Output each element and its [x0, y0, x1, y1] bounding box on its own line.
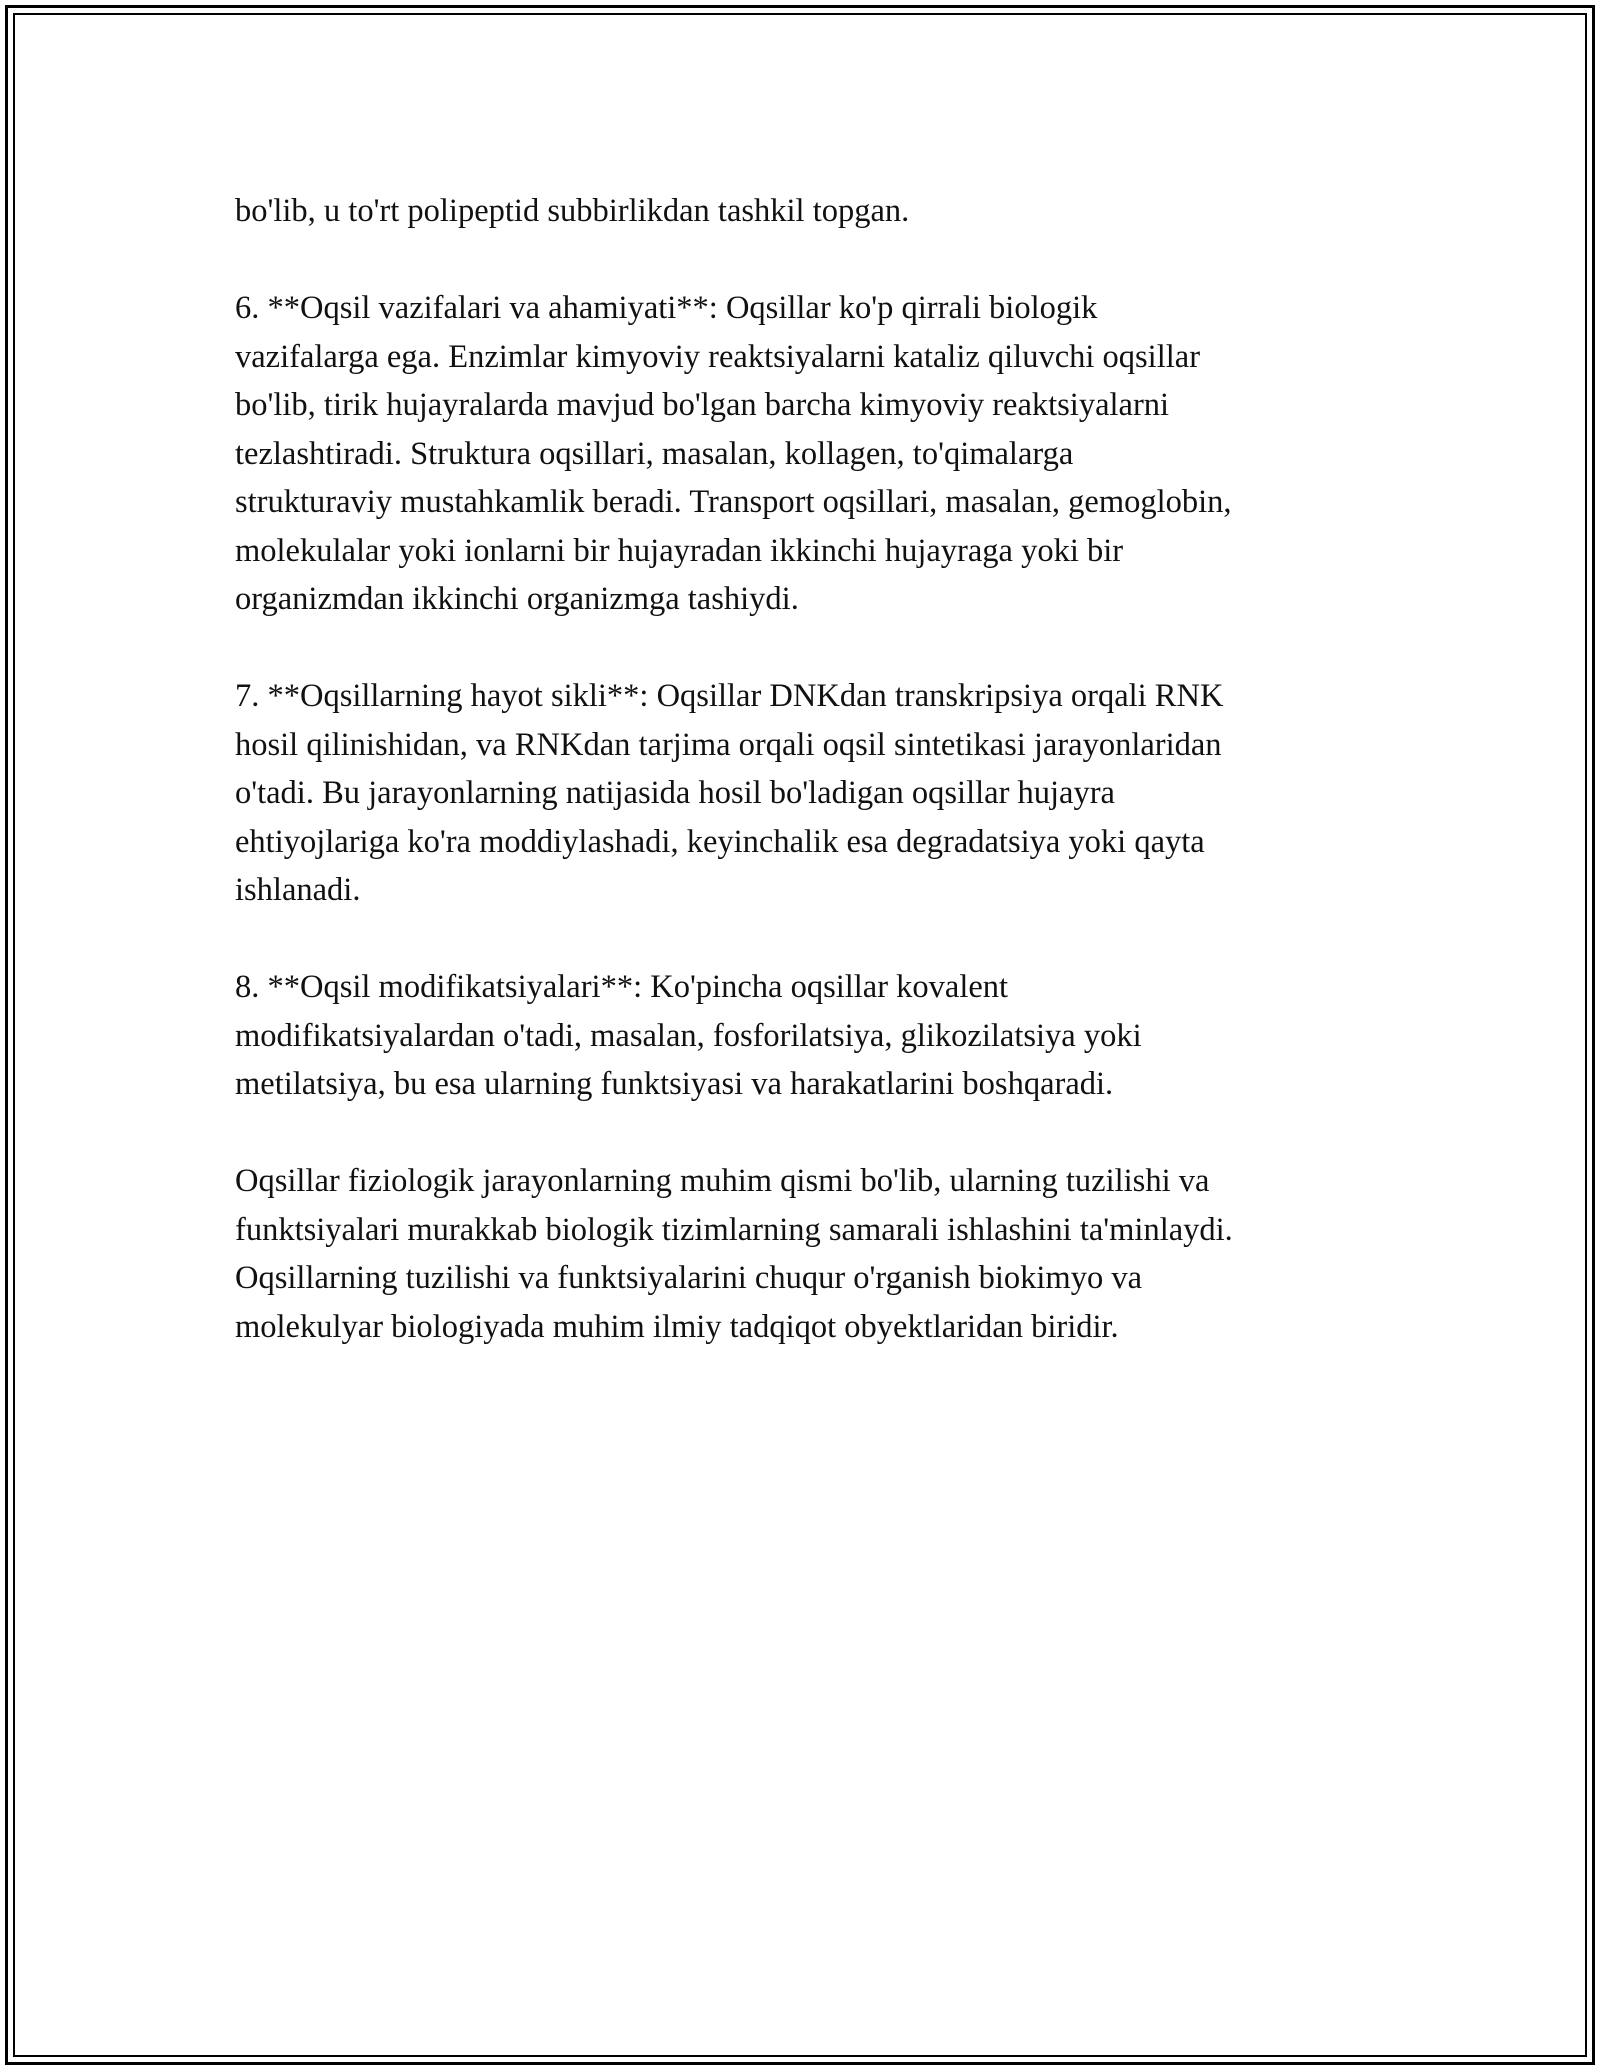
- text-line: metilatsiya, bu esa ularning funktsiyasi va harakatlarini boshqaradi.: [235, 1066, 1114, 1102]
- paragraph-modifikatsiyalar: [235, 963, 1385, 1109]
- text-line: bo'lib, tirik hujayralarda mavjud bo'lgan barcha kimyoviy reaktsiyalarni: [235, 387, 1170, 423]
- text-line: tezlashtiradi. Struktura oqsillari, masalan, kollagen, to'qimalarga: [235, 435, 1074, 472]
- text-line: Oqsillarning tuzilishi va funktsiyalarini chuqur o'rganish biokimyo va: [235, 1260, 1143, 1296]
- text-line: strukturaviy mustahkamlik beradi. Transport oqsillari, masalan, gemoglobin,: [235, 484, 1232, 520]
- text-line: 8. **Oqsil modifikatsiyalari**: Ko'pincha oqsillar kovalent: [235, 969, 1009, 1005]
- paragraph-hayot-sikli: [235, 672, 1385, 915]
- text-line: molekulalar yoki ionlarni bir hujayradan ikkinchi hujayraga yoki bir: [235, 532, 1124, 569]
- text-line: o'tadi. Bu jarayonlarning natijasida hosil bo'ladigan oqsillar hujayra: [235, 775, 1115, 811]
- text-line: modifikatsiyalardan o'tadi, masalan, fosforilatsiya, glikozilatsiya yoki: [235, 1017, 1142, 1054]
- paragraph-conclusion: [235, 1157, 1385, 1351]
- text-line: bo'lib, u to'rt polipeptid subbirlikdan tashkil topgan.: [235, 193, 910, 229]
- text-line: hosil qilinishidan, va RNKdan tarjima orqali oqsil sintetikasi jarayonlaridan: [235, 726, 1222, 763]
- text-line: 6. **Oqsil vazifalari va ahamiyati**: Oqsillar ko'p qirrali biologik: [235, 290, 1098, 326]
- text-line: molekulyar biologiyada muhim ilmiy tadqiqot obyektlaridan biridir.: [235, 1308, 1119, 1345]
- document-body: [235, 187, 1385, 1351]
- text-line: ishlanadi.: [235, 872, 361, 908]
- text-line: vazifalarga ega. Enzimlar kimyoviy reaktsiyalarni kataliz qiluvchi oqsillar: [235, 338, 1201, 375]
- text-line: ehtiyojlariga ko'ra moddiylashadi, keyinchalik esa degradatsiya yoki qayta: [235, 823, 1205, 860]
- paragraph-continuation: [235, 187, 1385, 236]
- text-line: organizmdan ikkinchi organizmga tashiydi.: [235, 581, 799, 617]
- paragraph-oqsil-vazifalari: [235, 284, 1385, 624]
- text-line: Oqsillar fiziologik jarayonlarning muhim qismi bo'lib, ularning tuzilishi va: [235, 1163, 1210, 1199]
- text-line: funktsiyalari murakkab biologik tizimlarning samarali ishlashini ta'minlaydi.: [235, 1211, 1233, 1248]
- text-line: 7. **Oqsillarning hayot sikli**: Oqsillar DNKdan transkripsiya orqali RNK: [235, 678, 1224, 714]
